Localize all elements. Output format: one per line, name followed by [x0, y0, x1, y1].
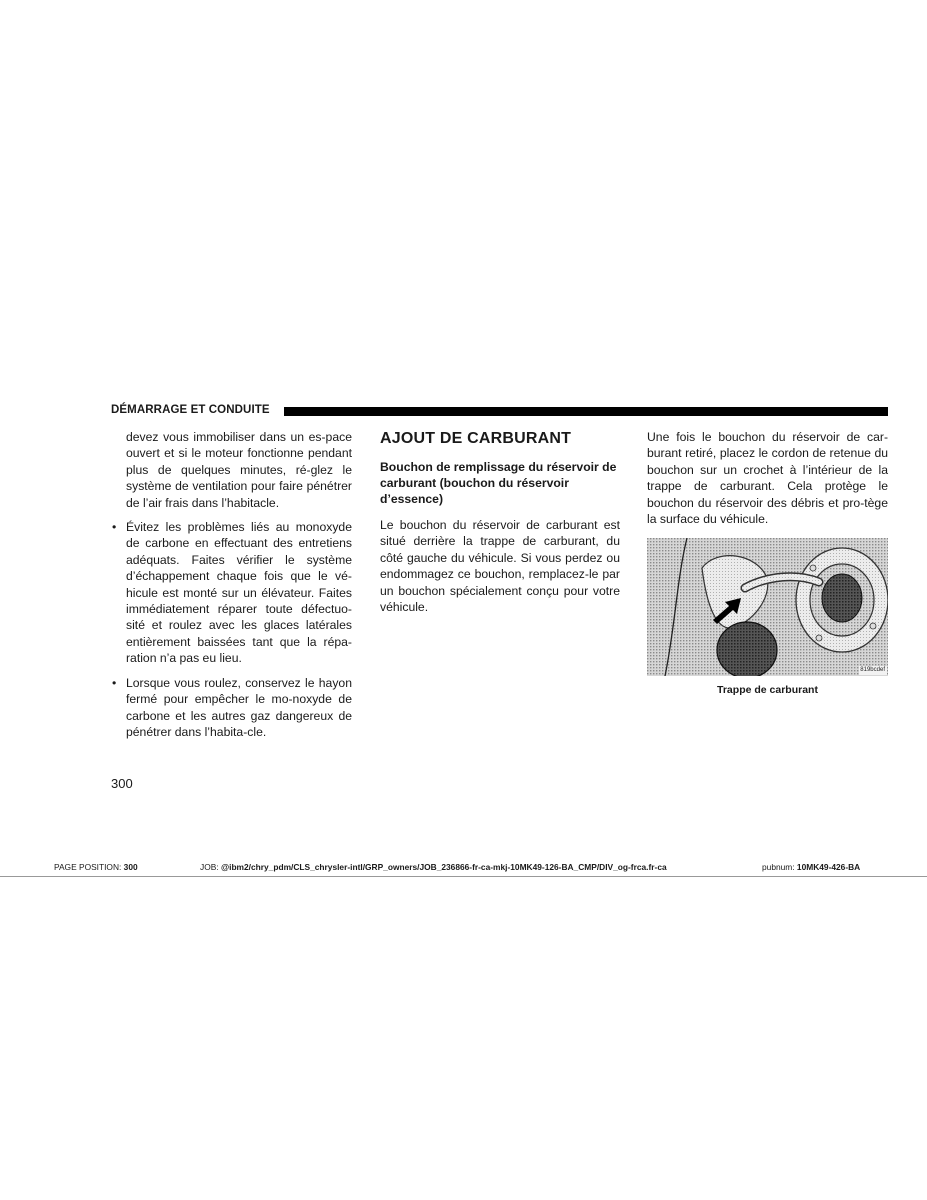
- body-paragraph: Une fois le bouchon du réservoir de car-burant retiré, placez le cordon de retenue du bouchon sur un crochet à l’intérieur de la trappe de carburant. Cela protège le bouchon du réservoir des débris et pro-tège la surface du véhicule.: [647, 430, 888, 527]
- column-right: [647, 429, 888, 527]
- bullet-text: Lorsque vous roulez, conservez le hayon fermé pour empêcher le mo-noxyde de carbone et les autres gaz dangereux de pénétrer dans l’habita-cle.: [126, 675, 352, 739]
- header-rule: [284, 407, 888, 416]
- footer-rule: [0, 876, 927, 877]
- footer-page-position: PAGE POSITION: 300: [54, 862, 138, 872]
- footer-pubnum: pubnum: 10MK49-426-BA: [762, 862, 861, 872]
- section-header: [111, 404, 888, 418]
- figure-code: 819bcdef: [860, 667, 885, 673]
- bullet-item: [111, 675, 352, 741]
- bullet-dot: •: [112, 520, 117, 535]
- subsection-heading: Bouchon de remplissage du réservoir de carburant (bouchon du réservoir d’essence): [380, 460, 617, 506]
- section-heading: AJOUT DE CARBURANT: [380, 430, 572, 447]
- figure-caption: Trappe de carburant: [717, 684, 818, 696]
- bullet-text: Évitez les problèmes liés au monoxyde de carbone en effectuant des entretiens adéquats. Faites vérifier le système d’échappement chaque fois que le vé-hicule est monté sur un élévateur. Faites immédiatement réparer toute défectuo-sité et roulez avec les glaces latérales entièrement baissées tant que la répa-ration n’a pas eu lieu.: [126, 520, 352, 666]
- footer-job: JOB: @ibm2/chry_pdm/CLS_chrysler-intl/GRP_owners/JOB_236866-fr-ca-mkj-10MK49-126-BA_CMP/DIV_og-frca.fr-ca: [200, 862, 667, 872]
- page-number: 300: [111, 776, 133, 791]
- column-middle: [380, 429, 620, 615]
- body-paragraph: Le bouchon du réservoir de carburant est situé derrière la trappe de carburant, du côté gauche du véhicule. Si vous perdez ou endommagez ce bouchon, remplacez-le par un bouchon spécialement conçu pour votre véhicule.: [380, 518, 620, 615]
- bullet-dot: •: [112, 675, 117, 690]
- fuel-door-illustration: [647, 538, 888, 676]
- continuation-paragraph: devez vous immobiliser dans un es-pace ouvert et si le moteur fonctionne pendant plus de quelques minutes, ré-glez le système de ventilation pour faire pénétrer de l’air frais dans l’habitacle.: [126, 430, 352, 510]
- column-left: [111, 429, 352, 740]
- bullet-item: [111, 519, 352, 667]
- section-title: DÉMARRAGE ET CONDUITE: [111, 404, 270, 416]
- fuel-door-drawing: [647, 538, 888, 676]
